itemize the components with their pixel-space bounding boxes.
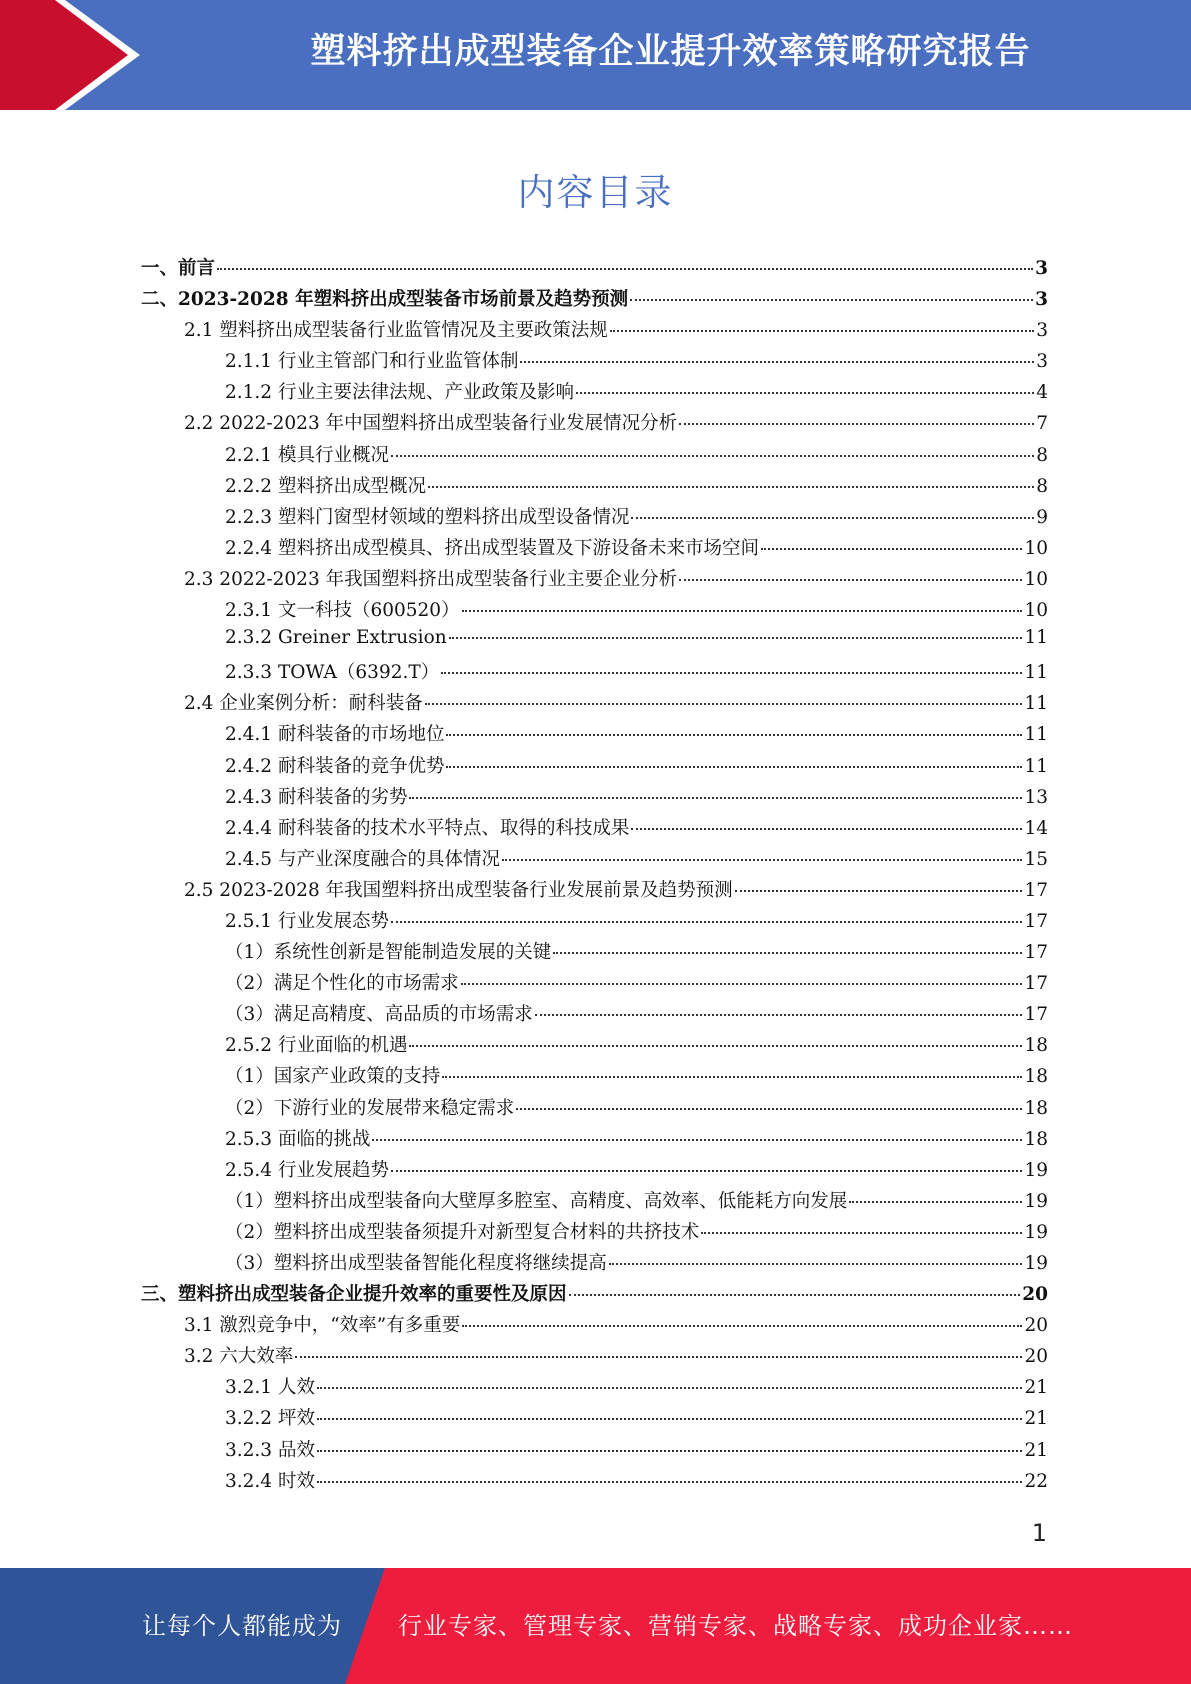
toc-entry-title: 2.3 2022-2023 年我国塑料挤出成型装备行业主要企业分析 — [184, 568, 678, 590]
toc-entry-page: 3 — [1035, 258, 1048, 279]
footer-slogan-left: 让每个人都能成为 — [142, 1612, 342, 1640]
toc-entry[interactable] — [141, 720, 1048, 751]
toc-entry-title: 2.3.2 Greiner Extrusion — [225, 627, 447, 649]
toc-dot-leader — [849, 1201, 1022, 1203]
toc-entry-page: 21 — [1024, 1408, 1048, 1430]
toc-entry-title: 2.4.1 耐科装备的市场地位 — [225, 724, 445, 746]
toc-entry[interactable] — [141, 689, 1048, 720]
toc-entry-title: 2.4.3 耐科装备的劣势 — [225, 786, 408, 808]
toc-entry-title: （2）满足个性化的市场需求 — [225, 973, 459, 995]
toc-entry[interactable] — [141, 1404, 1048, 1435]
toc-dot-leader — [446, 766, 1022, 768]
report-header-band — [0, 0, 1191, 110]
toc-entry[interactable] — [141, 1436, 1048, 1467]
toc-dot-leader — [446, 734, 1022, 736]
toc-entry[interactable] — [141, 845, 1048, 876]
toc-entry[interactable] — [141, 1187, 1048, 1218]
footer-band — [0, 1568, 1191, 1684]
toc-entry-title: 2.2 2022-2023 年中国塑料挤出成型装备行业发展情况分析 — [184, 413, 678, 435]
toc-dot-leader — [317, 1481, 1023, 1483]
toc-entry-page: 11 — [1024, 724, 1048, 746]
toc-entry[interactable] — [141, 1094, 1048, 1125]
toc-entry[interactable] — [141, 1280, 1048, 1311]
toc-entry-title: （1）塑料挤出成型装备向大壁厚多腔室、高精度、高效率、低能耗方向发展 — [225, 1190, 848, 1212]
toc-entry-title: 2.5 2023-2028 年我国塑料挤出成型装备行业发展前景及趋势预测 — [184, 879, 733, 901]
toc-entry-page: 17 — [1024, 973, 1048, 995]
toc-entry-title: 2.2.2 塑料挤出成型概况 — [225, 475, 426, 497]
toc-entry[interactable] — [141, 907, 1048, 938]
toc-entry-page: 20 — [1024, 1315, 1048, 1337]
toc-entry-page: 18 — [1024, 1097, 1048, 1119]
toc-entry-title: （2）下游行业的发展带来稳定需求 — [225, 1097, 515, 1119]
toc-entry-title: 3.2.4 时效 — [225, 1470, 315, 1492]
toc-entry-title: 2.2.1 模具行业概况 — [225, 444, 389, 466]
toc-dot-leader — [391, 921, 1022, 923]
toc-entry-title: 3.1 激烈竞争中，“效率”有多重要 — [184, 1315, 461, 1337]
toc-entry[interactable] — [141, 814, 1048, 845]
toc-dot-leader — [553, 952, 1022, 954]
toc-entry-page: 19 — [1024, 1159, 1048, 1181]
toc-entry-page: 10 — [1024, 600, 1048, 622]
toc-dot-leader — [441, 672, 1022, 674]
toc-entry-page: 8 — [1036, 475, 1048, 497]
toc-entry-title: 一、前言 — [141, 258, 216, 279]
toc-entry-title: 2.3.1 文一科技（600520） — [225, 600, 460, 622]
toc-entry-page: 10 — [1024, 568, 1048, 590]
toc-entry[interactable] — [141, 534, 1048, 565]
toc-entry-title: 2.4.2 耐科装备的竞争优势 — [225, 755, 445, 777]
toc-entry[interactable] — [141, 565, 1048, 596]
toc-dot-leader — [462, 1325, 1022, 1327]
toc-dot-leader — [535, 1014, 1023, 1016]
toc-entry[interactable] — [141, 441, 1048, 472]
red-arrow-icon — [0, 0, 160, 110]
toc-entry-page: 18 — [1024, 1066, 1048, 1088]
toc-entry-title: 2.4 企业案例分析：耐科装备 — [184, 693, 423, 715]
page-number: 1 — [1031, 1519, 1047, 1547]
toc-dot-leader — [462, 610, 1023, 612]
toc-entry-title: （3）塑料挤出成型装备智能化程度将继续提高 — [225, 1253, 607, 1274]
toc-entry-title: 2.5.4 行业发展趋势 — [225, 1159, 389, 1181]
toc-entry[interactable] — [141, 596, 1048, 627]
toc-entry-page: 11 — [1024, 662, 1048, 684]
toc-entry-title: （3）满足高精度、高品质的市场需求 — [225, 1004, 533, 1026]
toc-entry-page: 21 — [1024, 1377, 1048, 1399]
toc-entry-title: 3.2 六大效率 — [184, 1346, 294, 1368]
toc-entry-page: 13 — [1024, 786, 1048, 808]
toc-entry[interactable] — [141, 409, 1048, 440]
toc-entry-page: 8 — [1036, 444, 1048, 466]
toc-entry-title: 三、塑料挤出成型装备企业提升效率的重要性及原因 — [141, 1284, 567, 1306]
toc-dot-leader — [317, 1387, 1023, 1389]
toc-dot-leader — [295, 1356, 1022, 1358]
toc-entry[interactable] — [141, 1249, 1048, 1280]
toc-dot-leader — [630, 299, 1033, 301]
toc-entry-title: 2.2.4 塑料挤出成型模具、挤出成型装置及下游设备未来市场空间 — [225, 537, 759, 559]
toc-entry-page: 9 — [1036, 506, 1048, 528]
toc-dot-leader — [409, 797, 1022, 799]
toc-entry[interactable] — [141, 627, 1048, 658]
toc-entry-page: 3 — [1036, 351, 1048, 373]
toc-dot-leader — [516, 1108, 1022, 1110]
toc-dot-leader — [761, 548, 1022, 550]
toc-entry-page: 17 — [1024, 879, 1048, 901]
toc-entry[interactable] — [141, 658, 1048, 689]
toc-entry-page: 14 — [1024, 817, 1048, 839]
toc-dot-leader — [576, 392, 1034, 394]
toc-entry[interactable] — [141, 1342, 1048, 1373]
toc-entry-page: 17 — [1024, 910, 1048, 932]
toc-entry[interactable] — [141, 1311, 1048, 1342]
toc-entry[interactable] — [141, 1062, 1048, 1093]
toc-entry[interactable] — [141, 752, 1048, 783]
toc-entry-page: 15 — [1024, 848, 1048, 870]
toc-dot-leader — [425, 703, 1023, 705]
toc-entry-page: 17 — [1024, 942, 1048, 964]
toc-entry-page: 11 — [1024, 627, 1048, 649]
toc-entry-page: 18 — [1024, 1035, 1048, 1057]
toc-dot-leader — [372, 1139, 1022, 1141]
toc-dot-leader — [391, 455, 1034, 457]
toc-entry-title: 3.2.3 品效 — [225, 1439, 315, 1461]
toc-dot-leader — [461, 983, 1023, 985]
toc-entry-title: 2.3.3 TOWA（6392.T） — [225, 662, 440, 684]
toc-dot-leader — [217, 268, 1033, 270]
toc-entry[interactable] — [141, 783, 1048, 814]
toc-entry-page: 20 — [1024, 1346, 1048, 1368]
toc-entry-page: 17 — [1024, 1004, 1048, 1026]
report-title: 塑料挤出成型装备企业提升效率策略研究报告 — [310, 32, 1031, 72]
toc-entry[interactable] — [141, 1218, 1048, 1249]
toc-dot-leader — [317, 1418, 1023, 1420]
toc-entry-page: 11 — [1024, 755, 1048, 777]
toc-entry[interactable] — [141, 1373, 1048, 1404]
toc-entry[interactable] — [141, 1000, 1048, 1031]
toc-entry[interactable] — [141, 1125, 1048, 1156]
toc-dot-leader — [391, 1170, 1022, 1172]
toc-entry-title: 二、2023-2028 年塑料挤出成型装备市场前景及趋势预测 — [141, 289, 629, 311]
toc-dot-leader — [631, 517, 1034, 519]
toc-entry-title: 2.1 塑料挤出成型装备行业监管情况及主要政策法规 — [184, 320, 608, 342]
toc-entry[interactable] — [141, 1156, 1048, 1187]
toc-dot-leader — [609, 1263, 1023, 1265]
footer-slogan-right: 行业专家、管理专家、营销专家、战略专家、成功企业家…… — [398, 1612, 1073, 1640]
toc-dot-leader — [428, 486, 1034, 488]
toc-entry-title: 2.4.4 耐科装备的技术水平特点、取得的科技成果 — [225, 817, 630, 839]
toc-entry-title: 2.1.1 行业主管部门和行业监管体制 — [225, 351, 519, 373]
toc-dot-leader — [520, 361, 1034, 363]
toc-entry-title: 3.2.1 人效 — [225, 1377, 315, 1399]
toc-entry-page: 19 — [1024, 1221, 1048, 1243]
toc-entry-title: 2.2.3 塑料门窗型材领域的塑料挤出成型设备情况 — [225, 506, 630, 528]
toc-entry-page: 20 — [1022, 1284, 1048, 1306]
toc-dot-leader — [610, 330, 1034, 332]
toc-entry[interactable] — [141, 285, 1048, 316]
toc-entry[interactable] — [141, 1467, 1048, 1498]
toc-entry[interactable] — [141, 378, 1048, 409]
toc-entry-title: 3.2.2 坪效 — [225, 1408, 315, 1430]
toc-entry-title: 2.5.2 行业面临的机遇 — [225, 1035, 408, 1057]
toc-dot-leader — [449, 637, 1023, 639]
toc-dot-leader — [502, 859, 1022, 861]
toc-dot-leader — [701, 1232, 1022, 1234]
toc-entry-page: 19 — [1024, 1190, 1048, 1212]
toc-entry-title: 2.5.1 行业发展态势 — [225, 910, 389, 932]
toc-entry[interactable] — [141, 316, 1048, 347]
toc-dot-leader — [409, 1045, 1022, 1047]
toc-entry[interactable] — [141, 254, 1048, 285]
toc-entry-title: 2.4.5 与产业深度融合的具体情况 — [225, 848, 500, 870]
toc-entry-page: 18 — [1024, 1128, 1048, 1150]
toc-entry-page: 3 — [1035, 289, 1048, 311]
toc-entry[interactable] — [141, 938, 1048, 969]
toc-dot-leader — [735, 890, 1023, 892]
toc-entry[interactable] — [141, 347, 1048, 378]
toc-dot-leader — [679, 579, 1022, 581]
toc-entry[interactable] — [141, 1031, 1048, 1062]
toc-entry-page: 7 — [1036, 413, 1048, 435]
toc-entry-page: 11 — [1024, 693, 1048, 715]
toc-entry-title: （2）塑料挤出成型装备须提升对新型复合材料的共挤技术 — [225, 1221, 700, 1243]
toc-dot-leader — [631, 828, 1022, 830]
toc-entry[interactable] — [141, 472, 1048, 503]
toc-entry-title: 2.1.2 行业主要法律法规、产业政策及影响 — [225, 382, 574, 404]
toc-entry-page: 10 — [1024, 537, 1048, 559]
toc-entry-page: 4 — [1036, 382, 1048, 404]
toc-entry-page: 22 — [1024, 1470, 1048, 1492]
toc-entry-title: 2.5.3 面临的挑战 — [225, 1128, 371, 1150]
toc-entry[interactable] — [141, 503, 1048, 534]
toc-entry-page: 3 — [1036, 320, 1048, 342]
toc-heading: 内容目录 — [517, 171, 674, 214]
toc-entry[interactable] — [141, 969, 1048, 1000]
table-of-contents — [141, 254, 1048, 1498]
toc-entry-page: 21 — [1024, 1439, 1048, 1461]
toc-dot-leader — [442, 1076, 1022, 1078]
toc-dot-leader — [679, 423, 1034, 425]
toc-dot-leader — [317, 1450, 1023, 1452]
toc-dot-leader — [569, 1294, 1021, 1296]
toc-entry[interactable] — [141, 876, 1048, 907]
toc-entry-title: （1）国家产业政策的支持 — [225, 1066, 441, 1088]
toc-entry-page: 19 — [1024, 1253, 1048, 1274]
toc-entry-title: （1）系统性创新是智能制造发展的关键 — [225, 942, 552, 964]
